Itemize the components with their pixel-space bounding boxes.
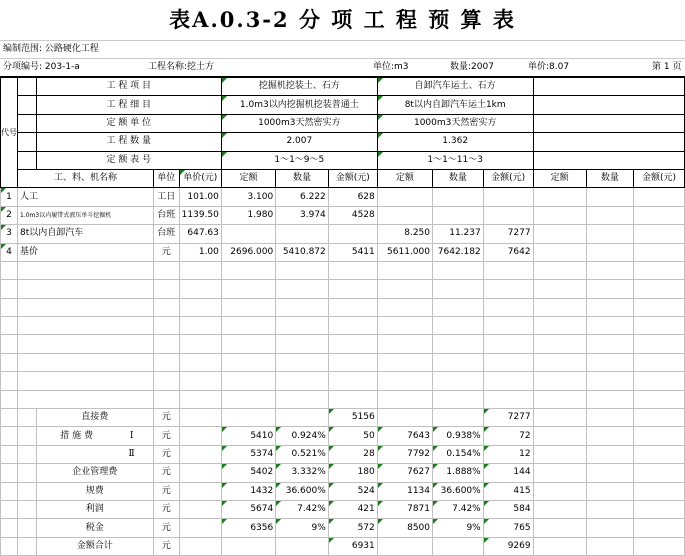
summary-unit: 元 [153,445,179,463]
summary-amount-1: 524 [328,482,377,500]
row-quota-1: 2696.000 [221,243,275,261]
row-amount-1 [328,225,377,243]
row-qty-2 [433,206,484,224]
row-qty-2: 11.237 [433,225,484,243]
summary-qty-1: 36.600% [276,482,329,500]
summary-qty-2: 0.938% [433,427,484,445]
info-value-2: 1～1～11～3 [377,151,533,169]
blank-cell [18,114,37,132]
col-quota-3: 定额 [533,169,586,187]
page-number: 第 1 页 [652,62,682,72]
row-amount-3 [634,243,685,261]
summary-amount-2: 144 [483,464,533,482]
blank-cell [18,133,37,151]
info-value-3 [533,151,684,169]
row-qty-1: 6.222 [276,188,329,206]
info-row-detail [1,96,685,114]
summary-unit: 元 [153,482,179,500]
row-name: 人工 [18,188,154,206]
summary-unit: 元 [153,409,179,427]
col-name: 工、料、机名称 [18,169,154,187]
summary-quota-1: 5674 [221,500,275,518]
summary-direct-row [1,409,685,427]
summary-qty-1: 3.332% [276,464,329,482]
info-value-1: 1000m3天然密实方 [221,114,377,132]
row-name: 1.0m3以内履带式液压单斗挖掘机 [18,206,154,224]
summary-label: 金额合计 [36,537,153,555]
row-qty-2 [433,188,484,206]
summary-qty-2: 1.888% [433,464,484,482]
summary-quota-1: 5410 [221,427,275,445]
col-quota-2: 定额 [377,169,432,187]
summary-qty-1: 0.924% [276,427,329,445]
summary-quota-1: 5402 [221,464,275,482]
summary-amount-2: 765 [483,519,533,537]
col-unit: 单位 [153,169,179,187]
item-code: 分项编号: 203-1-a [3,62,80,72]
row-quota-3 [533,225,586,243]
row-qty-3 [586,243,634,261]
empty-row [1,372,685,390]
row-quota-2 [377,188,432,206]
summary-amount-1: 6931 [328,537,377,555]
empty-row [1,280,685,298]
summary-amount-2: 12 [483,445,533,463]
summary-unit: 元 [153,500,179,518]
summary-qty-1: 9% [276,519,329,537]
col-qty-3: 数量 [586,169,634,187]
row-no: 1 [1,188,18,206]
row-quota-2: 8.250 [377,225,432,243]
info-label: 工 程 细 目 [36,96,221,114]
col-amount-3: 金额(元) [634,169,685,187]
summary-unit: 元 [153,519,179,537]
row-quota-2: 5611.000 [377,243,432,261]
summary-label: 企业管理费 [36,464,153,482]
row-amount-2 [483,206,533,224]
row-price: 101.00 [179,188,221,206]
row-no: 4 [1,243,18,261]
summary-fees-row [1,482,685,500]
column-header-row [1,169,685,187]
summary-label: 直接费 [36,409,153,427]
info-row-project [1,78,685,96]
blank-cell [18,78,37,96]
table-row [1,188,685,206]
row-quota-1: 3.100 [221,188,275,206]
measures-label: 措 施 费 [60,430,93,441]
summary-profit-row [1,500,685,518]
summary-unit: 元 [153,537,179,555]
empty-row [1,390,685,408]
summary-measure1-row [1,427,685,445]
blank-cell [18,151,37,169]
info-value-2: 自卸汽车运土、石方 [377,78,533,96]
summary-amount-1: 28 [328,445,377,463]
info-value-1: 挖掘机挖装土、石方 [221,78,377,96]
summary-label: 利润 [36,500,153,518]
measure-2-label: Ⅱ [128,449,135,459]
info-row-qty [1,133,685,151]
row-name: 8t以内自卸汽车 [18,225,154,243]
row-amount-1: 5411 [328,243,377,261]
table-row [1,206,685,224]
summary-label: 税金 [36,519,153,537]
row-qty-3 [586,188,634,206]
info-label: 工 程 数 量 [36,133,221,151]
summary-amount-2: 584 [483,500,533,518]
row-quota-3 [533,243,586,261]
row-amount-1: 4528 [328,206,377,224]
col-amount-1: 金额(元) [328,169,377,187]
measure-label-cell [36,427,153,445]
empty-row [1,317,685,335]
summary-qty-2: 7.42% [433,500,484,518]
summary-mgmt-row [1,464,685,482]
summary-amount-1: 180 [328,464,377,482]
summary-amount-2: 9269 [483,537,533,555]
info-value-3 [533,133,684,151]
row-qty-1: 3.974 [276,206,329,224]
col-amount-2: 金额(元) [483,169,533,187]
row-quota-3 [533,206,586,224]
row-amount-3 [634,206,685,224]
row-qty-3 [586,225,634,243]
code-side-label [1,78,18,188]
info-label: 工 程 项 目 [36,78,221,96]
row-quota-1: 1.980 [221,206,275,224]
row-price: 1.00 [179,243,221,261]
row-qty-1 [276,225,329,243]
info-value-3 [533,96,684,114]
row-quota-3 [533,188,586,206]
summary-amount-2: 72 [483,427,533,445]
row-name: 基价 [18,243,154,261]
col-unit-price: 单价(元) [179,169,221,187]
row-amount-2: 7642 [483,243,533,261]
info-value-2: 1.362 [377,133,533,151]
row-quota-1 [221,225,275,243]
row-unit: 台班 [153,225,179,243]
info-value-1: 1～1～9～5 [221,151,377,169]
table-title: 表A.0.3-2 分 项 工 程 预 算 表 [169,7,516,32]
row-amount-1: 628 [328,188,377,206]
row-price: 1139.50 [179,206,221,224]
row-unit: 元 [153,243,179,261]
empty-row [1,353,685,371]
summary-qty-1: 7.42% [276,500,329,518]
header-info-row [0,58,685,77]
row-qty-1: 5410.872 [276,243,329,261]
info-row-table-no [1,151,685,169]
summary-quota-1: 6356 [221,519,275,537]
empty-row [1,261,685,279]
summary-unit: 元 [153,464,179,482]
summary-amount-1: 572 [328,519,377,537]
summary-total-row [1,537,685,555]
col-qty-1: 数量 [276,169,329,187]
summary-quota-2: 7627 [377,464,432,482]
row-price: 647.63 [179,225,221,243]
measure-label-cell [36,445,153,463]
col-qty-2: 数量 [433,169,484,187]
row-amount-2: 7277 [483,225,533,243]
info-value-1: 2.007 [221,133,377,151]
summary-quota-1: 5374 [221,445,275,463]
table-row [1,225,685,243]
info-value-3 [533,114,684,132]
info-value-2: 8t以内自卸汽车运土1km [377,96,533,114]
budget-table [0,77,685,556]
unit-price-label: 单价:8.07 [528,62,570,72]
col-quota-1: 定额 [221,169,275,187]
summary-quota-1: 1432 [221,482,275,500]
unit-label: 单位:m3 [373,62,409,72]
row-amount-3 [634,188,685,206]
summary-quota-2: 7871 [377,500,432,518]
summary-amount-2: 7277 [483,409,533,427]
summary-quota-2: 8500 [377,519,432,537]
summary-qty-2: 0.154% [433,445,484,463]
info-value-2: 1000m3天然密实方 [377,114,533,132]
summary-measure2-row [1,445,685,463]
project-name: 工程名称:挖土方 [148,62,215,72]
summary-amount-2: 415 [483,482,533,500]
summary-quota-2: 7792 [377,445,432,463]
code-side-text: 代号 [1,127,17,137]
row-amount-3 [634,225,685,243]
info-label: 定 额 单 位 [36,114,221,132]
summary-unit: 元 [153,427,179,445]
summary-tax-row [1,519,685,537]
summary-qty-2: 9% [433,519,484,537]
info-value-1: 1.0m3以内挖掘机挖装普通土 [221,96,377,114]
row-unit: 台班 [153,206,179,224]
info-row-unit [1,114,685,132]
summary-qty-1: 0.521% [276,445,329,463]
row-qty-3 [586,206,634,224]
table-row [1,243,685,261]
info-value-3 [533,78,684,96]
empty-row [1,298,685,316]
blank-cell [18,96,37,114]
info-label: 定 额 表 号 [36,151,221,169]
summary-amount-1: 421 [328,500,377,518]
summary-quota-2: 1134 [377,482,432,500]
summary-quota-2: 7643 [377,427,432,445]
measure-1-label: Ⅰ [129,430,134,441]
quantity-label: 数量:2007 [450,62,494,72]
row-unit: 工日 [153,188,179,206]
summary-qty-2: 36.600% [433,482,484,500]
summary-amount-1: 5156 [328,409,377,427]
summary-label: 规费 [36,482,153,500]
compile-scope-row [0,40,685,58]
row-qty-2: 7642.182 [433,243,484,261]
row-amount-2 [483,188,533,206]
row-no: 3 [1,225,18,243]
row-no: 2 [1,206,18,224]
row-quota-2 [377,206,432,224]
empty-row [1,335,685,353]
compile-scope: 编制范围: 公路硬化工程 [3,44,99,54]
summary-amount-1: 50 [328,427,377,445]
